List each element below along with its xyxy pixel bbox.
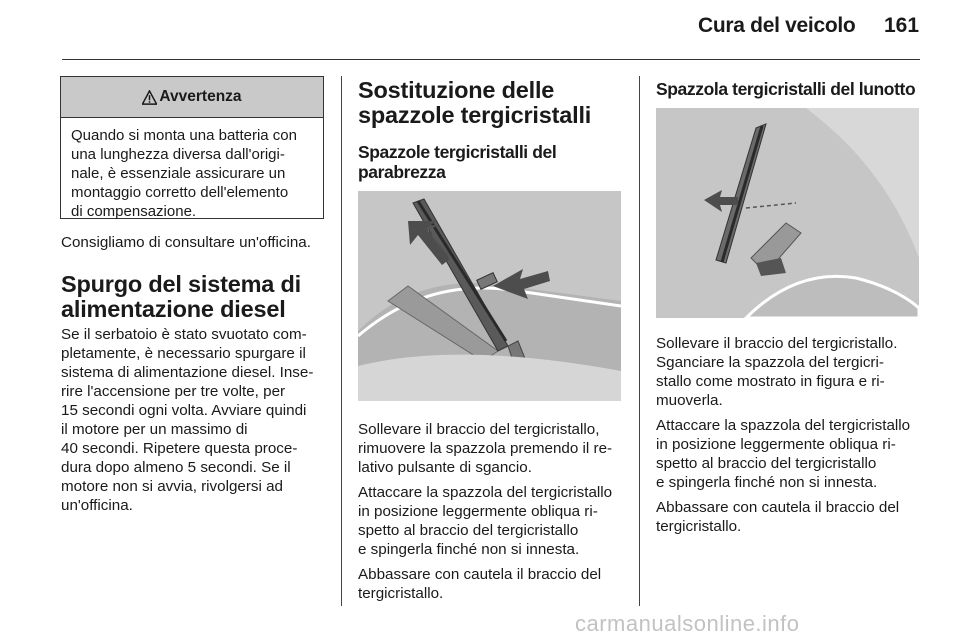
- watermark: carmanualsonline.info: [575, 611, 800, 636]
- windshield-step-2: Attaccare la spazzola del tergicristallo in posizione leggermente obliqua ri- spetto al braccio del tergicristallo e spingerla finché non si innesta.: [358, 484, 613, 558]
- windshield-step-1: Sollevare il braccio del tergicristallo, rimuovere la spazzola premendo il re- lativo pulsante di sgancio.: [358, 421, 613, 476]
- windshield-wiper-illustration: [358, 191, 621, 401]
- page-number: 161: [884, 14, 920, 37]
- warning-box: [60, 76, 324, 219]
- advice-paragraph: Consigliamo di consultare un'officina.: [61, 234, 311, 251]
- windshield-wiper-drawing: [358, 191, 621, 401]
- wiper-section-heading: Sostituzione delle spazzole tergicristalli: [358, 77, 592, 128]
- rear-step-3: Abbassare con cautela il braccio del tergicristallo.: [656, 499, 900, 535]
- header-divider: [62, 59, 920, 60]
- advice-text: [61, 233, 331, 258]
- rear-step-1: Sollevare il braccio del tergicristallo. Sganciare la spazzola del tergicri- stallo come mostrato in figura e ri- muoverla.: [656, 335, 898, 409]
- warning-text: Quando si monta una batteria con una lunghezza diversa dall'origi- nale, è essenziale assicurare un montaggio corretto dell'elemento di compensazione.: [71, 127, 297, 220]
- column-divider-2: [639, 76, 640, 606]
- warning-header: [61, 77, 323, 118]
- page-header-title: Cura del veicolo: [698, 14, 856, 37]
- rear-wiper-drawing: [656, 108, 919, 318]
- rear-wiper-illustration: [656, 108, 919, 318]
- rear-step-2: Attaccare la spazzola del tergicristallo in posizione leggermente obliqua ri- spetto al braccio del tergicristallo e spingerla finché non si innesta.: [656, 417, 911, 491]
- rear-wiper-subheading: Spazzola tergicristalli del lunotto: [656, 79, 916, 99]
- diesel-section-paragraph: Se il serbatoio è stato svuotato com- pletamente, è necessario spurgare il sistema di alimentazione diesel. Inse- rire l'accensione per tre volte, per 15 secondi ogni volta. Avviare quindi il motore per un massimo di 40 secondi. Ripetere questa proce- dura dopo almeno 5 secondi. Se il motore non si avvia, rivolgersi ad un'officina.: [61, 326, 314, 514]
- windshield-step-3: Abbassare con cautela il braccio del tergicristallo.: [358, 566, 602, 602]
- rear-wiper-instructions: [656, 334, 946, 542]
- warning-title: Avvertenza: [159, 88, 242, 105]
- diesel-section-body: [61, 325, 336, 521]
- diesel-section-heading: Spurgo del sistema di alimentazione diesel: [61, 271, 301, 322]
- windshield-wiper-subheading: Spazzole tergicristalli del parabrezza: [358, 142, 557, 182]
- windshield-instructions: [358, 420, 633, 609]
- warning-triangle-icon: [142, 90, 157, 105]
- column-divider-1: [341, 76, 342, 606]
